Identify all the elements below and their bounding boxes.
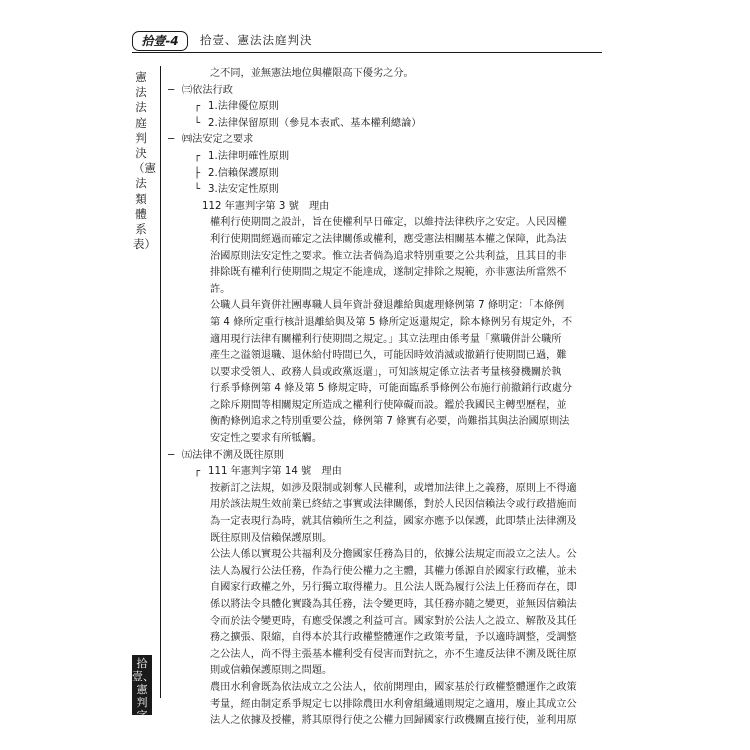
paragraph <box>168 298 608 447</box>
text-line: 之除斥期間等相關規定所造成之權利行使障礙而設。鑑於我國民主轉型歷程，並 <box>210 399 567 411</box>
text-line: 排除既有權利行使期間之規定不能達成，遂制定排除之規範，亦非憲法所當然不 <box>210 267 567 279</box>
outline-item: ├ 2.信賴保護原則 <box>194 167 279 179</box>
text-line: 為一定表現行為時，就其信賴所生之利益，國家亦應予以保護，此即禁止法律溯及 <box>210 516 577 528</box>
text-line: 法人之依據及授權，將其原得行使之公權力回歸國家行政機關直接行使，並利用原 <box>210 715 577 727</box>
paragraph <box>168 481 608 547</box>
paragraph <box>168 215 608 298</box>
text-line: 既往原則及信賴保護原則。 <box>210 532 333 544</box>
page-number-tag: 拾壹-4 <box>132 31 188 51</box>
vertical-section-title: 憲法法庭判決（憲法類體系表） <box>133 70 156 252</box>
text-line: 係以將法令具體化實踐為其任務，法令變更時，其任務亦隨之變更，並無因信賴法 <box>210 599 577 610</box>
text-line: 公職人員年資併社團專職人員年資計發退離給與處理條例第 7 條明定：「本條例 <box>210 300 565 312</box>
text-line: 令而於法令變更時，有應受保護之利益可言。國家對於公法人之設立、解散及其任 <box>210 615 577 627</box>
outline-tree-line <box>160 66 161 698</box>
outline-item: ┌ 1.法律優位原則 <box>194 101 279 113</box>
text-line: 許。 <box>210 283 231 295</box>
text-line: 按新訂之法規，如涉及限制或剝奪人民權利，或增加法律上之義務，原則上不得適 <box>210 482 577 494</box>
intro-line: 之不同，並無憲法地位與權限高下優劣之分。 <box>210 68 414 79</box>
text-line: 自國家行政權之外，另行獨立取得權力。且公法人既為履行公法上任務而存在，即 <box>210 582 577 594</box>
text-line: 衡酌條例追求之特別重要公益，條例第 7 條實有必要，尚難指其與法治國原則法 <box>210 416 570 428</box>
running-header-title: 拾壹、憲法法庭判決 <box>200 33 313 47</box>
text-line: 安定性之要求有所牴觸。 <box>210 433 323 445</box>
text-line: 權利行使期間之設計，旨在使權利早日確定，以維持法律秩序之安定。人民因權 <box>210 217 567 229</box>
text-line: 農田水利會既為依法成立之公法人，依前開理由，國家基於行政權整體運作之政策 <box>210 681 577 693</box>
section-heading: ─ ㈤法律不溯及既往原則 <box>168 449 284 461</box>
main-content <box>168 66 608 730</box>
case-title: ┌ 111 年憲判字第 14 號 理由 <box>194 466 342 478</box>
text-line: 公法人係以實現公共福利及分擔國家任務為目的，依據公法規定而設立之法人。公 <box>210 549 577 561</box>
text-line: 適用現行法律有關權利行使期間之規定。」其立法理由係考量「黨職併計公職所 <box>210 333 562 345</box>
text-line: 務之擴張、限縮，自得本於其行政權整體運作之政策考量，予以適時調整，受調整 <box>210 632 577 644</box>
text-line: 第 4 條所定重行核計退離給與及第 5 條所定返還規定，除本條例另有規定外，不 <box>210 316 573 328</box>
paragraph <box>168 547 608 680</box>
text-line: 法人為履行公法任務，作為行使公權力之主體，其權力係源自於國家行政權，並未 <box>210 565 577 577</box>
paragraph <box>168 680 608 730</box>
text-line: 治國原則法安定性之要求。惟立法者倘為追求特別重要之公共利益，且其目的非 <box>210 250 567 262</box>
text-line: 利行使期間經過而確定之法律關係或權利，應受憲法相關基本權之保障，此為法 <box>210 233 567 245</box>
text-line: 之公法人，尚不得主張基本權利受有侵害而對抗之，亦不生違反法律不溯及既往原 <box>210 648 577 660</box>
outline-item: ┌ 1.法律明確性原則 <box>194 150 290 162</box>
text-line: 用於該法規生效前業已終結之事實或法律關係，對於人民因信賴法令或行政措施而 <box>210 499 577 511</box>
header-divider <box>132 52 602 53</box>
text-line: 以要求受領人、政務人員或政黨返還」，可知該規定係立法者考量核發機關於執 <box>210 366 562 378</box>
text-line: 則或信賴保護原則之問題。 <box>210 665 333 677</box>
section-heading: ─ ㈢依法行政 <box>168 84 233 96</box>
text-line: 行系爭條例第 4 條及第 5 條規定時，可能面臨系爭條例公布施行前撤銷行政處分 <box>210 383 573 395</box>
chapter-thumb-tab: 拾壹、憲判字 <box>132 657 154 722</box>
case-title: 112 年憲判字第 3 號 理由 <box>202 200 330 212</box>
section-heading: ─ ㈣法安定之要求 <box>168 134 254 146</box>
text-line: 產生之溢領退職、退休給付時間已久，可能因時效消滅或撤銷行使期間已過，難 <box>210 350 567 362</box>
text-line: 考量，經由制定系爭規定七以排除農田水利會組織通則規定之適用，廢止其成立公 <box>210 698 577 710</box>
outline-item: └ 3.法安定性原則 <box>194 184 279 196</box>
outline-item: └ 2.法律保留原則（參見本表貳、基本權利總論） <box>194 117 422 129</box>
